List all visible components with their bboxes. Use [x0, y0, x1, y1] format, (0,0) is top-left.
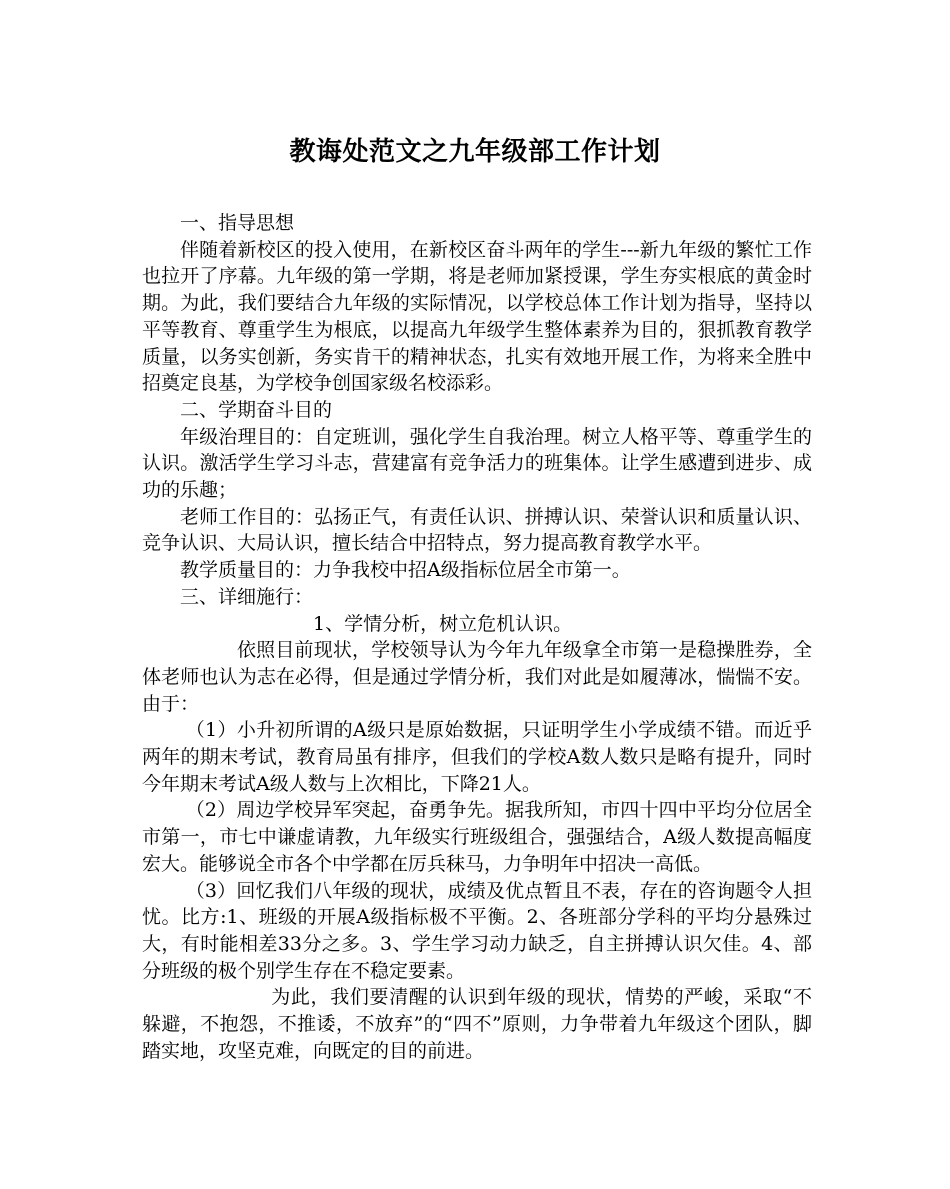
paragraph-conclusion: 为此，我们要清醒的认识到年级的现状，情势的严峻，采取“不躲避，不抱怨，不推诿，不放弃”的“四不”原则，力争带着九年级这个团队，脚踏实地，攻坚克难，向既定的目的前进。 — [142, 986, 812, 1062]
document-body — [142, 210, 812, 1065]
paragraph-teacher-work-goal: 老师工作目的：弘扬正气，有责任认识、拼搏认识、荣誉认识和质量认识、竞争认识、大局认识，擅长结合中招特点，努力提高教育教学水平。 — [142, 505, 812, 555]
document-title: 教诲处范文之九年级部工作计划 — [289, 137, 661, 167]
section-heading-implementation: 三、详细施行： — [180, 585, 314, 608]
paragraph-point-2: （2）周边学校异军突起，奋勇争先。据我所知，市四十四中平均分位居全市第一，市七中谦虚请教，九年级实行班级组合，强强结合，A级人数提高幅度宏大。能够说全市各个中学都在厉兵秣马，力争明年中招决一高低。 — [142, 799, 812, 875]
paragraph-point-1: （1）小升初所谓的A级只是原始数据，只证明学生小学成绩不错。而近乎两年的期末考试，教育局虽有排序，但我们的学校A数人数只是略有提升，同时今年期末考试A级人数与上次相比，下降21人。 — [142, 719, 812, 795]
section-heading-guiding-thought: 一、指导思想 — [180, 212, 295, 234]
paragraph-guiding-thought: 伴随着新校区的投入使用，在新校区奋斗两年的学生---新九年级的繁忙工作也拉开了序幕。九年级的第一学期，将是老师加紧授课，学生夯实根底的黄金时期。为此，我们要结合九年级的实际情况，以学校总体工作计划为指导，坚持以平等教育、尊重学生为根底，以提高九年级学生整体素养为目的，狠抓教育教学质量，以务实创新，务实肯干的精神状态，扎实有效地开展工作，为将来全胜中招奠定良基，为学校争创国家级名校添彩。 — [142, 238, 812, 395]
paragraph-point-3: （3）回忆我们八年级的现状，成绩及优点暂且不表，存在的咨询题令人担忧。比方:1、班级的开展A级指标极不平衡。2、各班部分学科的平均分悬殊过大，有时能相差33分之多。3、学生学习动力缺乏，自主拼搏认识欠佳。4、部分班级的极个别学生存在不稳定要素。 — [142, 879, 812, 982]
paragraph-teaching-quality-goal: 教学质量目的：力争我校中招A级指标位居全市第一。 — [180, 559, 631, 582]
paragraph-grade-management-goal: 年级治理目的：自定班训，强化学生自我治理。树立人格平等、尊重学生的认识。激活学生学习斗志，营建富有竞争活力的班集体。让学生感遭到进步、成功的乐趣； — [142, 425, 812, 502]
paragraph-current-situation: 依照目前现状，学校领导认为今年九年级拿全市第一是稳操胜券，全体老师也认为志在必得，但是通过学情分析，我们对此是如履薄冰，惴惴不安。由于： — [142, 639, 812, 715]
section-heading-semester-goals: 二、学期奋斗目的 — [180, 398, 333, 421]
subsection-heading-situation-analysis: 1、学情分析，树立危机认识。 — [313, 612, 573, 635]
